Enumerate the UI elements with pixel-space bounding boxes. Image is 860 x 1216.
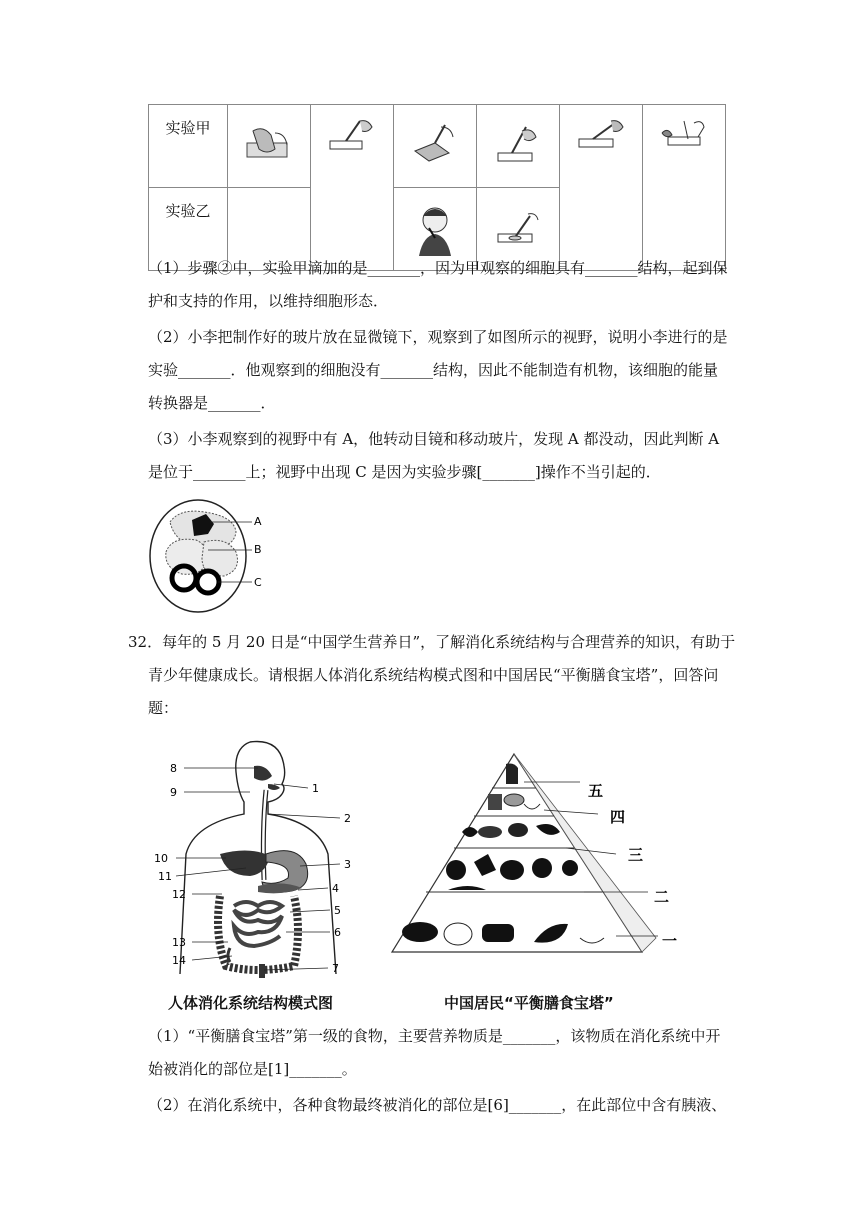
body-label-9: 9 xyxy=(170,786,177,799)
food-pyramid-diagram xyxy=(384,752,684,962)
body-label-5: 5 xyxy=(334,904,341,917)
step-2-drop-liquid-image xyxy=(311,105,394,271)
experiment-steps-table xyxy=(148,104,726,271)
body-label-3: 3 xyxy=(344,858,351,871)
view-label-A: A xyxy=(254,515,262,528)
step-5-cover-slip-image xyxy=(560,105,643,271)
view-label-B: B xyxy=(254,543,262,556)
pyramid-level-4: 四 xyxy=(610,808,626,826)
row-label-jia: 实验甲 xyxy=(149,105,228,188)
step-4-jia-image xyxy=(477,105,560,188)
q31-part1-line1: （1）步骤②中，实验甲滴加的是_______，因为甲观察的细胞具有_______结构，起到保 xyxy=(148,259,728,277)
body-label-1: 1 xyxy=(312,782,319,795)
q31-part2-line1: （2）小李把制作好的玻片放在显微镜下，观察到了如图所示的视野，说明小李进行的是 xyxy=(148,328,728,346)
body-label-10: 10 xyxy=(154,852,168,865)
pyramid-figure-caption: 中国居民“平衡膳食宝塔” xyxy=(444,994,614,1012)
pyramid-level-1: 一 xyxy=(662,932,678,950)
q32-line2: 青少年健康成长。请根据人体消化系统结构模式图和中国居民“平衡膳食宝塔”，回答问 xyxy=(148,666,719,684)
microscope-view-figure xyxy=(148,498,268,616)
pyramid-level-2: 二 xyxy=(654,888,670,906)
q32-sub1-line2: 始被消化的部位是[1]_______。 xyxy=(148,1060,357,1078)
digestive-system-diagram xyxy=(150,736,380,980)
q31-part3-line2: 是位于_______上；视野中出现 C 是因为实验步骤[_______]操作不当引起的． xyxy=(148,463,661,481)
view-label-C: C xyxy=(254,576,262,589)
body-label-13: 13 xyxy=(172,936,186,949)
body-label-14: 14 xyxy=(172,954,186,967)
body-label-7: 7 xyxy=(332,962,339,975)
q32-line1: 32．每年的 5 月 20 日是“中国学生营养日”，了解消化系统结构与合理营养的知识，有助于 xyxy=(128,633,736,651)
q31-part1-line2: 护和支持的作用，以维持细胞形态． xyxy=(148,292,389,310)
body-label-12: 12 xyxy=(172,888,186,901)
q31-part2-line2: 实验_______．他观察到的细胞没有_______结构，因此不能制造有机物，该细胞的能量 xyxy=(148,361,719,379)
body-label-11: 11 xyxy=(158,870,172,883)
body-label-6: 6 xyxy=(334,926,341,939)
q32-sub1-line1: （1）“平衡膳食宝塔”第一级的食物，主要营养物质是_______，该物质在消化系统中开 xyxy=(148,1027,721,1045)
body-label-8: 8 xyxy=(170,762,177,775)
row-label-yi: 实验乙 xyxy=(149,188,228,271)
q32-line3: 题： xyxy=(148,699,179,717)
q32-sub2-line1: （2）在消化系统中，各种食物最终被消化的部位是[6]_______，在此部位中含有胰液、 xyxy=(148,1096,727,1114)
step-3-jia-image xyxy=(394,105,477,188)
digestive-figure-caption: 人体消化系统结构模式图 xyxy=(168,994,334,1012)
body-label-4: 4 xyxy=(332,882,339,895)
step-6-stain-image xyxy=(643,105,726,271)
body-label-2: 2 xyxy=(344,812,351,825)
q31-part2-line3: 转换器是_______． xyxy=(148,394,276,412)
q31-part3-line1: （3）小李观察到的视野中有 A，他转动目镜和移动玻片，发现 A 都没动，因此判断 A xyxy=(148,430,720,448)
pyramid-level-3: 三 xyxy=(628,846,644,864)
pyramid-level-5: 五 xyxy=(588,782,604,800)
step-1-wipe-slide-image xyxy=(228,105,311,188)
